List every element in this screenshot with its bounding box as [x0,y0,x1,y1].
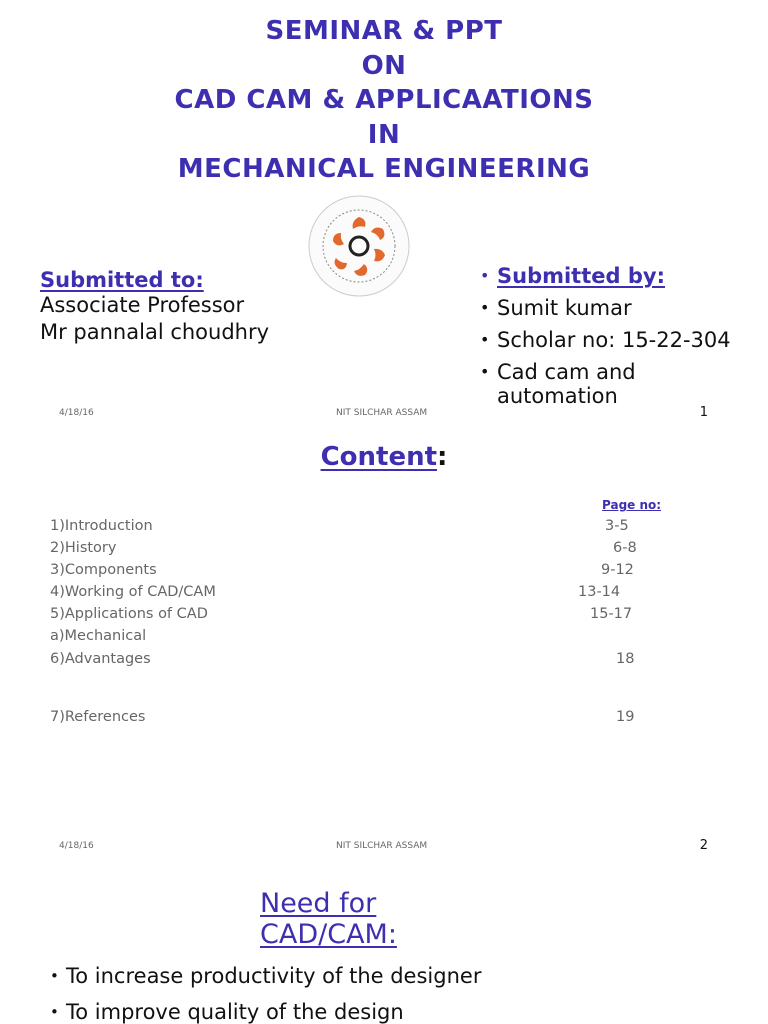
title-line: IN [367,119,401,150]
submitted-by-item: Cad cam and automation [497,360,636,408]
slide-title [0,14,768,187]
slide-2 [0,432,768,864]
toc-pages: 9-12 [601,562,634,578]
toc-row [50,518,750,538]
toc-row [50,709,750,729]
page-no-label: Page no: [602,498,662,512]
need-list [50,964,481,1024]
submitted-by-item: Sumit kumar [497,296,632,320]
toc-label: 5)Applications of CAD [50,606,208,622]
toc-row [50,651,750,671]
bullet-icon: • [50,1003,59,1021]
toc-label: 7)References [50,709,146,725]
toc-pages: 6-8 [613,540,637,556]
slide-1 [0,0,768,432]
submitted-to-line: Associate Professor [40,293,245,317]
list-item [480,296,731,320]
slide-number: 1 [699,405,708,420]
title-line: SEMINAR & PPT [265,16,503,46]
bullet-icon: • [50,967,59,985]
bullet-icon: • [480,298,490,317]
list-item [480,360,667,408]
title-line: Need for [260,888,377,919]
submitted-by-heading: Submitted by: [497,264,665,288]
toc-pages: 15-17 [590,606,633,622]
toc-pages: 18 [616,651,635,667]
slide-title [260,888,397,950]
submitted-by-heading-item [480,264,731,288]
slide-number: 2 [699,838,708,853]
bullet-icon: • [480,330,490,349]
submitted-by-item: Scholar no: 15-22-304 [497,328,731,352]
list-item [480,328,731,352]
toc-label: 4)Working of CAD/CAM [50,584,216,600]
toc-row [50,540,750,560]
content-heading-word: Content [320,442,438,472]
toc-pages: 19 [616,709,635,725]
toc-row [50,628,750,648]
toc-label: a)Mechanical [50,628,147,644]
footer-date: 4/18/16 [59,408,94,418]
slide-3 [0,864,768,1024]
list-item [50,964,481,988]
submitted-by-list [480,264,731,416]
title-line: ON [361,50,407,81]
content-heading-colon: : [437,442,448,472]
list-item [50,1000,481,1024]
title-line: CAD CAM & APPLICAATIONS [174,85,594,115]
bullet-icon: • [480,266,490,285]
need-item: To improve quality of the design [66,1000,404,1024]
submitted-to-line: Mr pannalal choudhry [40,320,270,344]
toc-label: 1)Introduction [50,518,153,534]
footer-org: NIT SILCHAR ASSAM [336,841,428,851]
content-heading [0,442,768,472]
submitted-to-heading: Submitted to: [40,268,204,292]
title-line: MECHANICAL ENGINEERING [177,154,591,184]
bullet-icon: • [480,362,490,381]
title-line: CAD/CAM: [260,919,397,950]
need-item: To increase productivity of the designer [66,964,482,988]
toc-row [50,606,750,626]
footer-date: 4/18/16 [59,841,94,851]
institute-emblem-icon [303,193,415,299]
toc-label: 3)Components [50,562,157,578]
toc-label: 6)Advantages [50,651,151,667]
footer-org: NIT SILCHAR ASSAM [336,408,428,418]
toc-label: 2)History [50,540,117,556]
toc-row [50,562,750,582]
toc-pages: 3-5 [605,518,629,534]
toc-row [50,584,750,604]
toc-pages: 13-14 [578,584,621,600]
submitted-to-section [40,268,269,346]
